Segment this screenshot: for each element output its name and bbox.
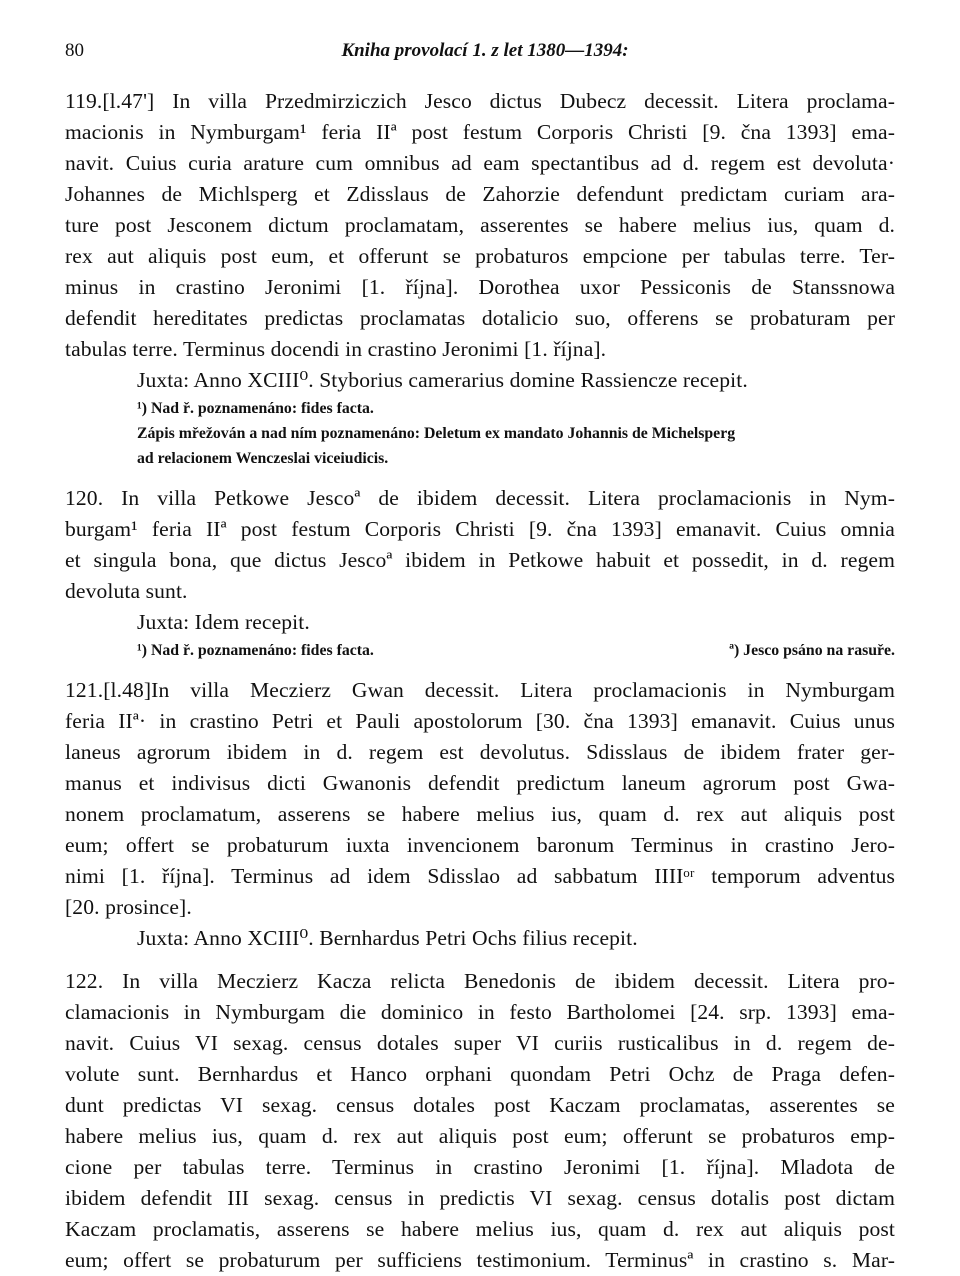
text-line: Kaczam proclamatis, asserens se habere melius ius, quam d. rex aut aliquis post xyxy=(65,1217,895,1241)
text-line: 120. In villa Petkowe Jescoª de ibidem decessit. Litera proclamacionis in Nym- xyxy=(65,486,895,510)
text-line: 121.[l.48]In villa Meczierz Gwan decessit. Litera proclamacionis in Nymburgam xyxy=(65,678,895,702)
text-line: minus in crastino Jeronimi [1. října]. Dorothea uxor Pessiconis de Stanssnowa xyxy=(65,275,895,299)
running-title: Kniha provolací 1. z let 1380—1394: xyxy=(341,40,629,61)
juxta-line: Juxta: Idem recepit. xyxy=(137,610,310,634)
text-line: feria IIª· in crastino Petri et Pauli apostolorum [30. čna 1393] emanavit. Cuius unus xyxy=(65,709,895,733)
text-line: rex aut aliquis post eum, et offerunt se probaturos empcione per tabulas terre. Ter- xyxy=(65,244,895,268)
text-line: tabulas terre. Terminus docendi in crastino Jeronimi [1. října]. xyxy=(65,337,607,361)
text-line: volute sunt. Bernhardus et Hanco orphani quondam Petri Ochz de Praga defen- xyxy=(65,1062,895,1086)
text-line: devoluta sunt. xyxy=(65,579,188,603)
page-header xyxy=(65,40,905,70)
text-line: [20. prosince]. xyxy=(65,895,192,919)
text-line: cione per tabulas terre. Terminus in crastino Jeronimi [1. října]. Mladota de xyxy=(65,1155,895,1179)
text-line: ibidem defendit III sexag. census in predictis VI sexag. census dotalis post dictam xyxy=(65,1186,895,1210)
text-line: Johannes de Michlsperg et Zdisslaus de Zahorzie defendunt predictam curiam ara- xyxy=(65,182,895,206)
text-line: nimi [1. října]. Terminus ad idem Sdisslao ad sabbatum IIIIᵒʳ temporum adventus xyxy=(65,864,895,888)
footnote: ad relacionem Wenczeslai viceiudicis. xyxy=(137,450,389,467)
text-line: manus et indivisus dicti Gwanonis defendit predictum laneum agrorum post Gwa- xyxy=(65,771,895,795)
footnote: Zápis mřežován a nad ním poznamenáno: Deletum ex mandato Johannis de Michelsperg xyxy=(137,425,736,442)
text-line: 122. In villa Meczierz Kacza relicta Benedonis de ibidem decessit. Litera pro- xyxy=(65,969,895,993)
page-body xyxy=(65,86,895,1276)
footnote-row xyxy=(65,638,895,663)
text-line: dunt predictas VI sexag. census dotales post Kaczam proclamatas, asserentes se xyxy=(65,1093,895,1117)
text-line: laneus agrorum ibidem in d. regem est devolutus. Sdisslaus de ibidem frater ger- xyxy=(65,740,895,764)
text-line: defendit hereditates predictas proclamatas dotalicio suo, offerens se probaturam per xyxy=(65,306,895,330)
text-line: ture post Jesconem dictum proclamatam, asserentes se habere melius ius, quam d. xyxy=(65,213,895,237)
entry-119 xyxy=(65,86,895,471)
entry-122 xyxy=(65,966,895,1276)
text-line: habere melius ius, quam d. rex aut aliquis post eum; offerunt se probaturos emp- xyxy=(65,1124,895,1148)
text-line: nonem proclamatum, asserens se habere melius ius, quam d. rex aut aliquis post xyxy=(65,802,895,826)
text-line: eum; offert se probaturum per sufficiens testimonium. Terminusª in crastino s. Mar- xyxy=(65,1248,895,1272)
footnote-right: ª) Jesco psáno na rasuře. xyxy=(729,642,895,659)
text-line: et singula bona, que dictus Jescoª ibidem in Petkowe habuit et possedit, in d. regem xyxy=(65,548,895,572)
juxta-line: Juxta: Anno XCIII⁰. Bernhardus Petri Ochs filius recepit. xyxy=(137,926,638,950)
text-line: navit. Cuius VI sexag. census dotales super VI curiis rusticalibus in d. regem de- xyxy=(65,1031,895,1055)
text-line: macionis in Nymburgam¹ feria IIª post festum Corporis Christi [9. čna 1393] ema- xyxy=(65,120,895,144)
juxta-line: Juxta: Anno XCIII⁰. Styborius camerarius domine Rassiencze recepit. xyxy=(137,368,748,392)
text-line: burgam¹ feria IIª post festum Corporis Christi [9. čna 1393] emanavit. Cuius omnia xyxy=(65,517,895,541)
footnote: ¹) Nad ř. poznamenáno: fides facta. xyxy=(137,642,374,659)
page-number: 80 xyxy=(65,40,84,61)
footnote: ¹) Nad ř. poznamenáno: fides facta. xyxy=(137,400,374,417)
entry-121 xyxy=(65,675,895,954)
text-line: navit. Cuius curia arature cum omnibus ad eam spectantibus ad d. regem est devoluta· xyxy=(65,151,895,175)
entry-120 xyxy=(65,483,895,663)
text-line: clamacionis in Nymburgam die dominico in festo Bartholomei [24. srp. 1393] ema- xyxy=(65,1000,895,1024)
text-line: 119.[l.47'] In villa Przedmirziczich Jesco dictus Dubecz decessit. Litera proclama- xyxy=(65,89,895,113)
text-line: eum; offert se probaturum iuxta invencionem baronum Terminus in crastino Jero- xyxy=(65,833,895,857)
